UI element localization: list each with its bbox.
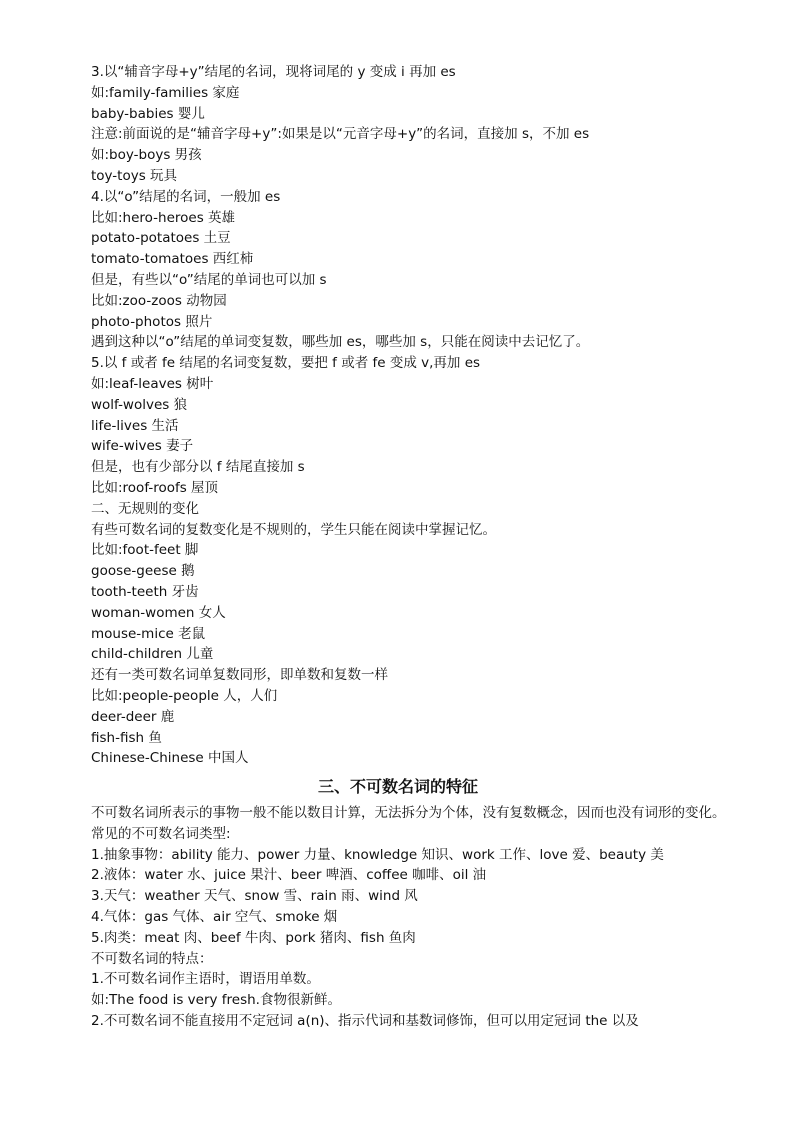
text-line: 5.以 f 或者 fe 结尾的名词变复数，要把 f 或者 fe 变成 v,再加 es	[91, 355, 481, 372]
text-line: deer-deer 鹿	[91, 708, 175, 725]
text-line: 常见的不可数名词类型:	[91, 825, 231, 842]
text-line: goose-geese 鹅	[91, 563, 195, 580]
text-line: 5.肉类：meat 肉、beef 牛肉、pork 猪肉、fish 鱼肉	[91, 929, 416, 946]
text-line: potato-potatoes 土豆	[91, 230, 231, 247]
text-line: 3.以“辅音字母+y”结尾的名词，现将词尾的 y 变成 i 再加 es	[91, 64, 456, 80]
text-line: 有些可数名词的复数变化是不规则的，学生只能在阅读中掌握记忆。	[91, 521, 496, 538]
text-line: 比如:zoo-zoos 动物园	[91, 292, 227, 309]
text-line: baby-babies 婴儿	[91, 105, 205, 122]
text-line: woman-women 女人	[91, 604, 226, 621]
text-line: child-children 儿童	[91, 646, 214, 663]
text-line: 但是，也有少部分以 f 结尾直接加 s	[91, 459, 305, 476]
text-line: 比如:hero-heroes 英雄	[91, 209, 236, 226]
text-line: 遇到这种以“o”结尾的单词变复数，哪些加 es，哪些加 s，只能在阅读中去记忆了。	[91, 334, 590, 351]
text-line: 1.不可数名词作主语时，谓语用单数。	[91, 971, 320, 988]
intro-paragraph: 不可数名词所表示的事物一般不能以数目计算，无法拆分为个体，没有复数概念，因而也没有词形的变化。	[91, 805, 726, 822]
text-line: life-lives 生活	[91, 417, 179, 434]
text-line: mouse-mice 老鼠	[91, 625, 206, 642]
text-line: 如:leaf-leaves 树叶	[91, 375, 214, 392]
text-line: 如:family-families 家庭	[91, 84, 240, 101]
text-line: 比如:roof-roofs 屋顶	[91, 479, 219, 496]
text-line: 2.液体：water 水、juice 果汁、beer 啤酒、coffee 咖啡、oil 油	[91, 867, 487, 884]
text-line: fish-fish 鱼	[91, 729, 162, 746]
text-line: 还有一类可数名词单复数同形，即单数和复数一样	[91, 667, 388, 684]
text-line: 但是，有些以“o”结尾的单词也可以加 s	[91, 271, 327, 288]
text-line: 比如:people-people 人，人们	[91, 687, 278, 704]
subsection-title: 二、无规则的变化	[91, 500, 199, 517]
text-line: 4.气体：gas 气体、air 空气、smoke 烟	[91, 909, 338, 926]
document-body	[62, 62, 734, 1032]
text-line: photo-photos 照片	[91, 313, 213, 330]
text-line: 不可数名词的特点：	[91, 950, 213, 967]
text-line: 注意:前面说的是“辅音字母+y”:如果是以“元音字母+y”的名词，直接加 s，不加 es	[91, 126, 590, 143]
text-line: wolf-wolves 狼	[91, 396, 188, 413]
text-line: 1.抽象事物：ability 能力、power 力量、knowledge 知识、work 工作、love 爱、beauty 美	[91, 846, 664, 863]
text-line: tomato-tomatoes 西红柿	[91, 251, 254, 268]
text-line: 如:The food is very fresh.食物很新鲜。	[91, 992, 341, 1009]
text-line: 2.不可数名词不能直接用不定冠词 a(n)、指示代词和基数词修饰，但可以用定冠词 the 以及	[91, 1013, 639, 1030]
text-line: tooth-teeth 牙齿	[91, 583, 199, 600]
section-heading: 三、不可数名词的特征	[317, 777, 478, 797]
text-line: 比如:foot-feet 脚	[91, 542, 199, 559]
text-line: 3.天气：weather 天气、snow 雪、rain 雨、wind 风	[91, 888, 418, 905]
text-line: 4.以“o”结尾的名词，一般加 es	[91, 188, 281, 205]
text-line: Chinese-Chinese 中国人	[91, 750, 249, 767]
text-line: toy-toys 玩具	[91, 167, 178, 184]
text-line: 如:boy-boys 男孩	[91, 147, 202, 164]
text-line: wife-wives 妻子	[91, 438, 194, 455]
